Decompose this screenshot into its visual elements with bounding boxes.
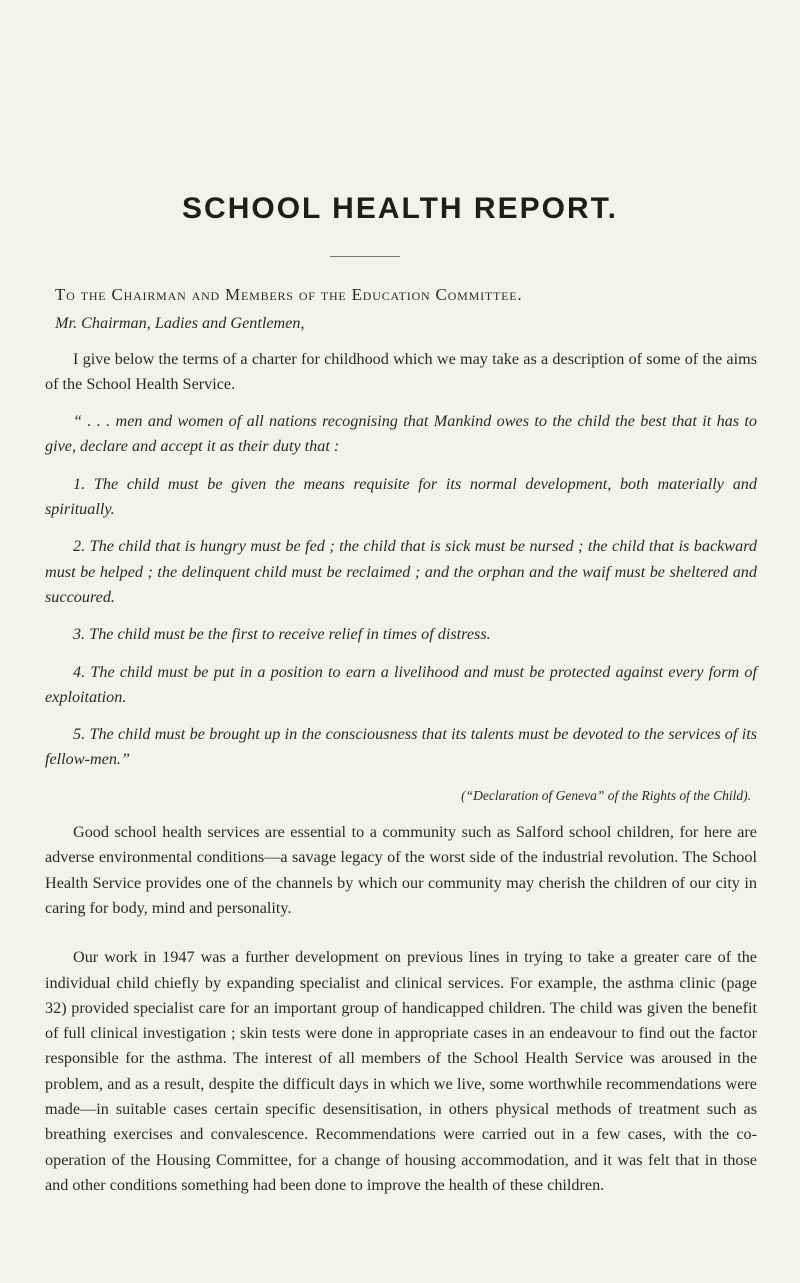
intro-paragraph: I give below the terms of a charter for childhood which we may take as a description of some of the aims of the School Health Service.: [45, 349, 757, 393]
page-title: SCHOOL HEALTH REPORT.: [182, 192, 618, 225]
title-divider: [330, 256, 400, 257]
quote-intro: “ . . . men and women of all nations recognising that Mankind owes to the child the best that it has to give, declare and accept it as their duty that :: [45, 412, 757, 456]
charter-item-4: 4. The child must be put in a position to earn a livelihood and must be protected against every form of exploitation.: [45, 662, 757, 706]
paragraph-work-1947: Our work in 1947 was a further development on previous lines in trying to take a greater care of the individual child chiefly by expanding specialist and clinical services. For example, the asthma clinic (page 32) provided specialist care for an important group of handicapped children. The child was given the benefit of full clinical investigation ; skin tests were done in appropriate cases in an endeavour to find out the factor responsible for the asthma. The interest of all members of the School Health Service was aroused in the problem, and as a result, despite the difficult days in which we live, some worthwhile recommendations were made—in suitable cases certain specific desensitisation, in others physical methods of treatment such as breathing exercises and convalescence. Recommendations were carried out in a few cases, with the co-operation of the Housing Committee, for a change of housing accommodation, and it was felt that in those and other conditions something had been done to improve the health of these children.: [45, 948, 757, 1194]
paragraph-community: Good school health services are essential to a community such as Salford school children, for here are adverse environmental conditions—a savage legacy of the worst side of the industrial revolution. The School Health Service provides one of the channels by which our community may cherish the children of our city in caring for body, mind and personality.: [45, 823, 757, 917]
report-body: [45, 282, 757, 1198]
addressee-line: To the Chairman and Members of the Education Committee.: [55, 285, 523, 304]
charter-item-2: 2. The child that is hungry must be fed ; the child that is sick must be nursed ; the child that is backward must be helped ; the delinquent child must be reclaimed ; and the orphan and the waif must be sheltered and succoured.: [45, 537, 757, 606]
charter-item-1: 1. The child must be given the means requisite for its normal development, both materially and spiritually.: [45, 474, 757, 519]
charter-item-3: 3. The child must be the first to receive relief in times of distress.: [73, 625, 491, 644]
salutation-line: Mr. Chairman, Ladies and Gentlemen,: [55, 314, 305, 333]
charter-item-5: 5. The child must be brought up in the consciousness that its talents must be devoted to the services of its fellow-men.”: [45, 725, 757, 769]
citation-line: (“Declaration of Geneva” of the Rights of the Child).: [461, 787, 751, 803]
